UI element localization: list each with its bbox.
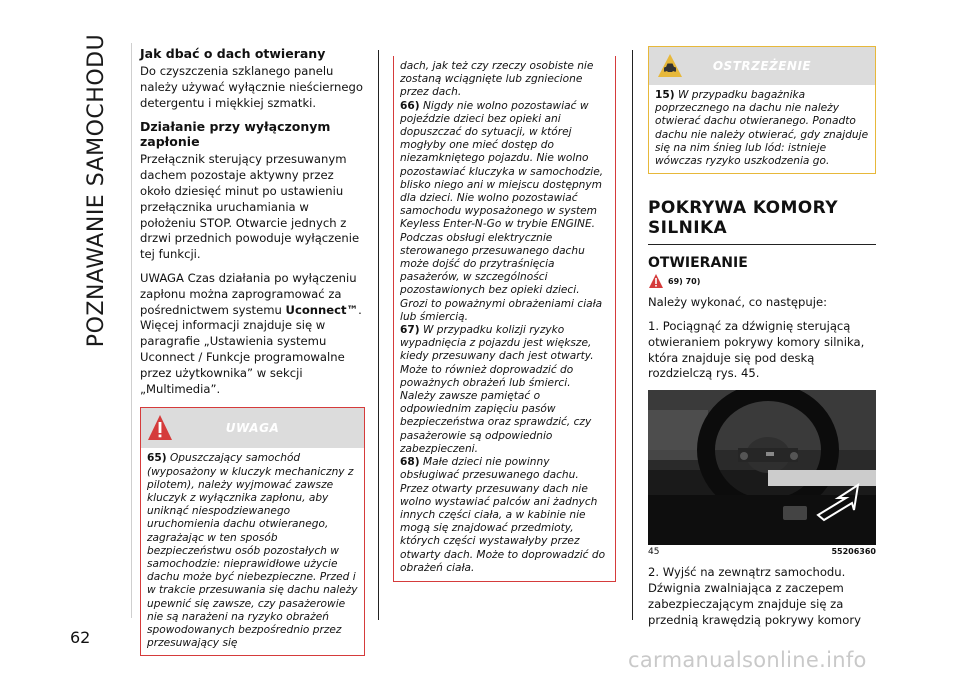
caution-box [648, 46, 876, 174]
warning-65-continued: dach, jak też czy rzeczy osobiste nie zostaną wciągnięte lub zgniecione przez dach. [400, 60, 594, 99]
watermark: carmanualsonline.info [628, 648, 867, 672]
paragraph-steps-intro: Należy wykonać, co następuje: [648, 295, 827, 310]
subsection-title-opening: OTWIERANIE [648, 255, 748, 272]
warning-triangle-icon [147, 414, 173, 442]
sidebar-section-title: POZNAWANIE SAMOCHODU [84, 33, 110, 347]
uconnect-brand: Uconnect™ [285, 302, 359, 317]
paragraph-step-2: 2. Wyjść na zewnątrz samochodu. Dźwignia zwalniająca z zaczepem zabezpieczającym znajduje się za przednią krawędzią pokrywy komory [648, 565, 861, 627]
warning-references: 69) 70) [648, 273, 876, 289]
column-2 [393, 56, 616, 582]
column-divider-1 [378, 50, 379, 620]
warning-66: 66) Nigdy nie wolno pozostawiać w pojeździe dzieci bez opieki ani dopuszczać do sytuacji, w której mogłyby one mieć dostęp do niezamkniętego pojazdu. Nie wolno pozostawiać kluczyka w samochodzie, blisko niego ani w miejscu dostępnym dla dzieci. Nie wolno pozostawiać samochodu wyposażonego w system Keyless Enter-N-Go w trybie ENGINE. Podczas obsługi elektrycznie sterowanego przesuwanego dachu może dojść do przytraśnięcia pasażerów, w szczególności pozostawionych bez opieki dzieci. Grozi to poważnymi obrażeniami ciała lub śmiercią. [400, 99, 604, 323]
caution-label: OSTRZEŻENIE [712, 59, 812, 73]
figure-hood-release-lever [648, 390, 876, 545]
warning-header [141, 408, 364, 448]
page-number: 62 [70, 628, 91, 647]
paragraph-uconnect: UWAGA Czas działania po wyłączeniu zapłonu można zaprogramować za pośrednictwem systemu Uconnect™. Więcej informacji znajduje się w paragrafie „Ustawienia systemu Uconnect / Funkcje programowalne przez użytkownika” w sekcji „Multimedia”. [140, 270, 362, 396]
figure-caption [648, 547, 876, 557]
caution-header [649, 47, 875, 85]
heading-ignition-off: Działanie przy wyłączonym zapłonie [140, 119, 331, 150]
caution-15: 15) W przypadku bagażnika poprzecznego na dachu nie należy otwierać dachu otwieranego. Ponadto dachu nie należy otwierać, gdy znajduje się na nim śnieg lub lód: istnieje wówczas ryzyko uszkodzenia go. [655, 89, 869, 168]
warning-continued-box [393, 56, 616, 582]
paragraph-ignition-off: Przełącznik sterujący przesuwanym dachem pozostaje aktywny przez około dziesięć minut po ustawieniu przełącznika uruchamiania w położeniu STOP. Otwarcie jednych z drzwi przednich powoduje wyłączenie tej funkcji. [140, 152, 360, 262]
warning-65: 65) Opuszczający samochód (wyposażony w kluczyk mechaniczny z pilotem), należy wyjmować zawsze kluczyk z wyłącznika zapłonu, aby uniknąć niespodziewanego uruchomienia dachu otwieranego, zagrażając w ten sposób bezpieczeństwu osób pozostałych w samochodzie: nieprawidłowe użycie dachu może być niebezpieczne. Przed i w trakcie przesuwania się dachu należy upewnić się zawsze, czy pasażerowie nie są narażeni na ryzyko obrażeń spowodowanych bezpośrednio przez przesuwający się [147, 452, 358, 650]
hood-lever-photo [648, 390, 876, 545]
car-caution-icon [657, 53, 683, 79]
paragraph-step-1: 1. Pociągnąć za dźwignię sterującą otwieraniem pokrywy komory silnika, która znajduje się pod deską rozdzielczą rys. 45. [648, 319, 865, 381]
warning-triangle-icon [648, 273, 664, 289]
warning-68: 68) Małe dzieci nie powinny obsługiwać przesuwanego dachu. Przez otwarty przesuwany dach nie wolno wystawiać palców ani żadnych innych części ciała, a w kabinie nie mogą się znajdować przedmioty, których części wystawałyby przez otwarty dach. Może to doprowadzić do obrażeń ciała. [400, 456, 606, 574]
paragraph-roof-care: Do czyszczenia szklanego panelu należy używać wyłącznie nieściernego detergentu i miękkiej szmatki. [140, 64, 363, 110]
column-divider-2 [632, 50, 633, 620]
figure-code: 55206360 [831, 547, 876, 557]
sidebar-rule [131, 43, 132, 618]
heading-roof-care: Jak dbać o dach otwierany [140, 46, 326, 61]
warning-67: 67) W przypadku kolizji ryzyko wypadnięcia z pojazdu jest większe, kiedy przesuwany dach jest otwarty. Może to również doprowadzić do poważnych obrażeń lub śmierci. Należy zawsze pamiętać o odpowiednim zapięciu pasów bezpieczeństwa oraz sprawdzić, czy pasażerowie są odpowiednio zabezpieczeni. [400, 324, 594, 455]
column-3 [648, 46, 876, 636]
section-title-hood: POKRYWA KOMORY SILNIKA [648, 198, 876, 245]
figure-number: 45 [648, 547, 660, 558]
warning-box [140, 407, 365, 656]
column-1 [140, 46, 365, 656]
warning-label: UWAGA [225, 421, 280, 436]
